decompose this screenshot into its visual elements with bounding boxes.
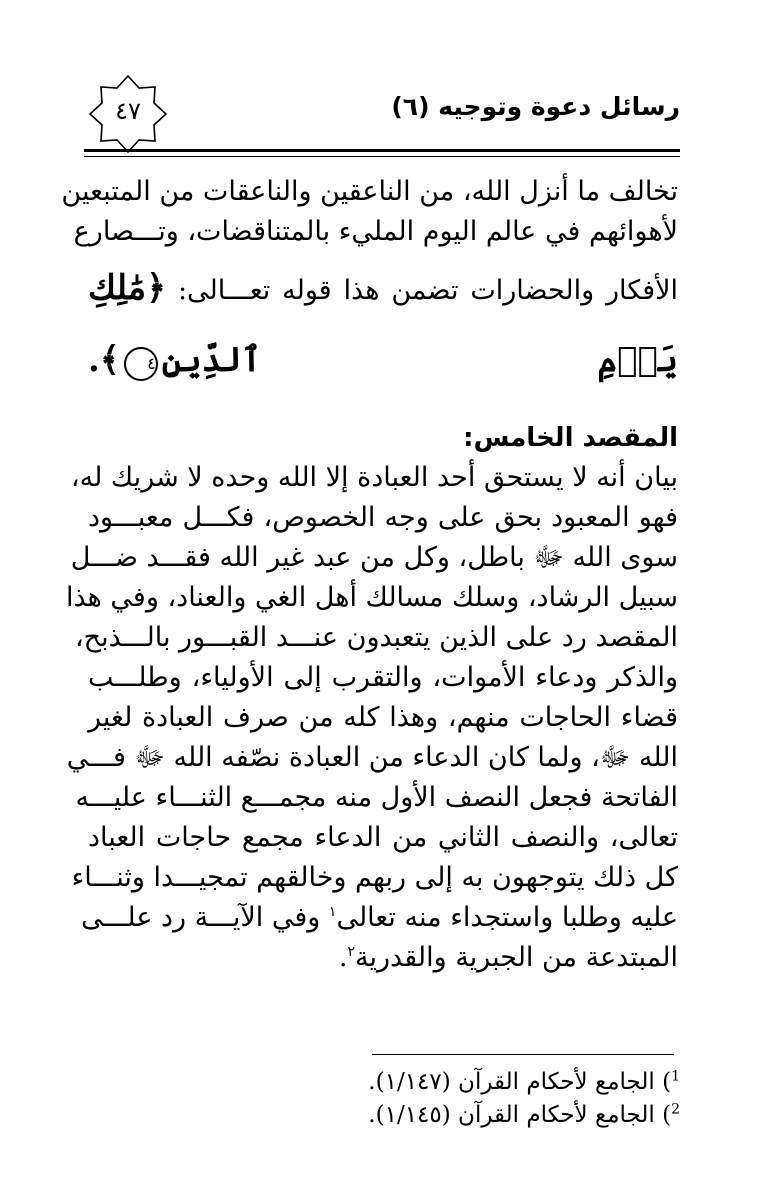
text-line: والذكر ودعاء الأموات، والتقرب إلى الأولياء، وطلـــب — [88, 662, 678, 693]
footnote-text: الجامع لأحكام القرآن (١/١٤٧). — [368, 1069, 655, 1095]
text-segment: عليه وطلبا واستجداء منه تعالى — [336, 902, 678, 933]
section-heading: المقصد الخامس: — [463, 423, 678, 453]
text-segment: . — [338, 942, 348, 973]
text-segment: وفي الآيـــة رد علـــى — [81, 902, 329, 933]
quran-verse-part: يَوۡمِ ٱلدِّينِ — [161, 340, 678, 380]
text-line: الله ﷻ، ولما كان الدعاء من العبادة نصّفه الله ﷻ فـــي — [66, 742, 678, 773]
text-line: الفاتحة فجعل النصف الأول منه مجمـــع الثنـــاء عليـــه — [75, 782, 678, 813]
text-line: كل ذلك يتوجهون به إلى ربهم وخالقهم تمجيـــدا وثنـــاء — [71, 862, 678, 893]
text-line-with-footnote — [81, 898, 678, 938]
page-header — [84, 70, 680, 160]
header-rule-thick — [84, 149, 680, 152]
text-line-with-footnote — [88, 938, 678, 978]
footnote-ref: ٢ — [347, 944, 356, 960]
quran-verse-part: مَٰلِكِ — [88, 268, 147, 308]
text-line: المقصد رد على الذين يتعبدون عنـــد القبـــور بالـــذبح، — [74, 622, 678, 653]
footnote-ref: ١ — [328, 904, 337, 920]
footnote-separator — [372, 1054, 674, 1055]
ayah-number-mark: ٤ — [124, 347, 158, 381]
footnote: $^1$) الجامع لأحكام القرآن (١/١٤٧). — [368, 1068, 680, 1095]
text-line: بيان أنه لا يستحق أحد العبادة إلا الله وحده لا شريك له، — [70, 462, 678, 493]
text-line: سبيل الرشاد، وسلك مسالك أهل الغي والعناد، وفي هذا — [65, 582, 678, 613]
verse-close-bracket: ﴾. — [88, 340, 120, 380]
footnote-marker: 1 — [671, 1068, 680, 1085]
footnote-text: الجامع لأحكام القرآن (١/١٤٥). — [368, 1102, 655, 1128]
text-line: تعالى، والنصف الثاني من الدعاء مجمع حاجات العباد — [88, 822, 678, 853]
footnotes — [360, 1066, 680, 1132]
footnote-marker: 2 — [671, 1101, 680, 1118]
text-line: تخالف ما أنزل الله، من الناعقين والناعقات من المتبعين — [61, 176, 678, 207]
text-line: قضاء الحاجات منهم، وهذا كله من صرف العبادة لغير — [88, 702, 678, 733]
page-number-badge — [84, 70, 172, 158]
verse-open-bracket: ﴿ — [146, 268, 167, 308]
main-text — [61, 172, 678, 978]
text-line: الأفكار والحضارات تضمن هذا قوله تعـــالى: — [177, 275, 678, 306]
verse-line — [88, 324, 678, 396]
page-number: ٤٧ — [115, 97, 141, 125]
book-title: رسائل دعوة وتوجيه (٦) — [391, 92, 680, 121]
text-segment: المبتدعة من الجبرية والقدرية — [355, 942, 678, 973]
verse-intro-line — [88, 252, 678, 324]
text-line: فهو المعبود بحق على وجه الخصوص، فكـــل معبـــود — [88, 502, 678, 533]
text-line: سوى الله ﷻ باطل، وكل من عبد غير الله فقـــد ضـــل — [70, 542, 678, 573]
header-rule-thin — [84, 156, 680, 157]
text-line: لأهوائهم في عالم اليوم المليء بالمتناقضات، وتـــصارع — [73, 216, 678, 247]
footnote: $^2$) الجامع لأحكام القرآن (١/١٤٥). — [368, 1101, 680, 1128]
